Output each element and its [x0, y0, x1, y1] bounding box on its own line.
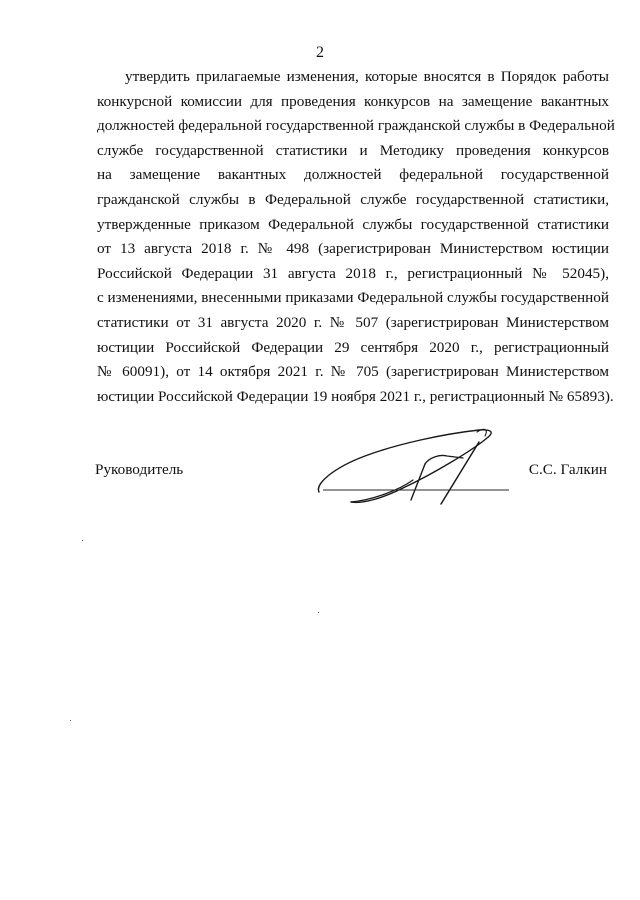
scan-speck [318, 612, 319, 613]
body-line-4: службе государственной статистики и Методику проведения конкурсов [97, 141, 609, 159]
body-line-8: от 13 августа 2018 г. № 498 (зарегистрирован Министерством юстиции [97, 240, 609, 258]
signature-block [95, 460, 607, 520]
body-paragraph [97, 65, 615, 409]
signer-position-title: Руководитель [95, 461, 184, 478]
body-line-1: утвердить прилагаемые изменения, которые вносятся в Порядок работы [125, 68, 609, 85]
body-line-10: с изменениями, внесенными приказами Федеральной службы государственной [97, 289, 609, 307]
body-line-12: юстиции Российской Федерации 29 сентября 2020 г., регистрационный [97, 338, 609, 356]
body-line-11: статистики от 31 августа 2020 г. № 507 (зарегистрирован Министерством [97, 313, 609, 331]
body-line-3: должностей федеральной государственной гражданской службы в Федеральной [97, 117, 615, 135]
page-number: 2 [316, 44, 324, 61]
body-line-13: № 60091), от 14 октября 2021 г. № 705 (зарегистрирован Министерством [97, 363, 609, 381]
body-line-2: конкурсной комиссии для проведения конкурсов на замещение вакантных [97, 92, 609, 110]
scan-speck [70, 720, 71, 721]
body-line-5: на замещение вакантных должностей федеральной государственной [97, 166, 609, 184]
body-line-6: гражданской службы в Федеральной службе государственной статистики, [97, 190, 609, 208]
body-line-14: юстиции Российской Федерации 19 ноября 2021 г., регистрационный № 65893). [97, 387, 614, 405]
scan-speck [82, 540, 83, 541]
handwritten-signature [313, 424, 513, 508]
body-line-7: утвержденные приказом Федеральной службы государственной статистики [97, 215, 609, 233]
body-line-9: Российской Федерации 31 августа 2018 г., регистрационный № 52045), [97, 264, 609, 282]
signer-name: С.С. Галкин [528, 461, 607, 478]
